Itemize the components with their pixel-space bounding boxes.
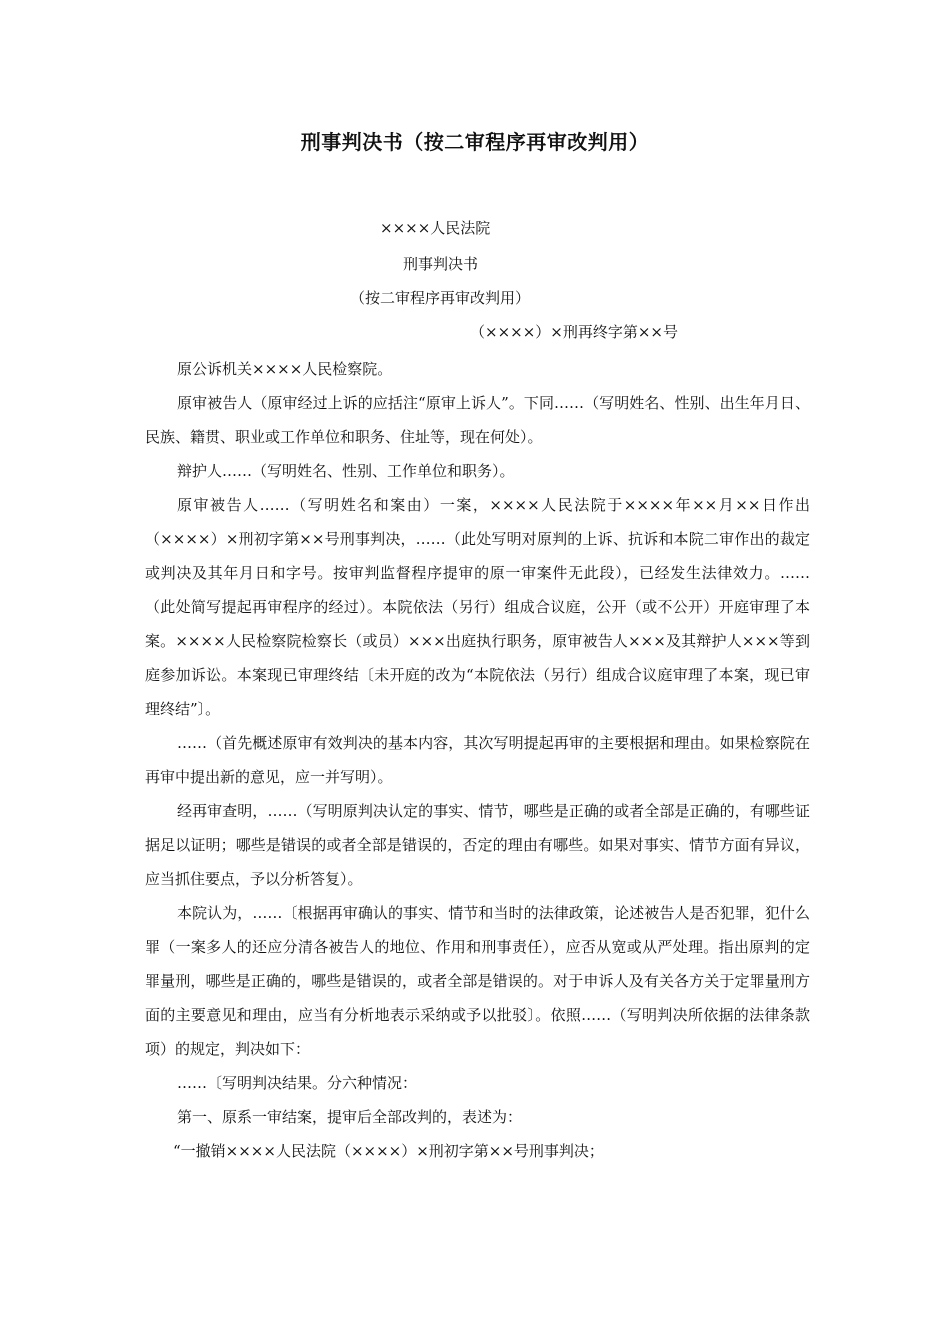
- paragraph-defense-counsel: 辩护人……（写明姓名、性别、工作单位和职务）。: [177, 462, 515, 480]
- paragraph-findings: 经再审查明，……（写明原判决认定的事实、情节，哪些是正确的或者全部是正确的，有哪些证据足以证明；哪些是错误的或者全部是错误的，否定的理由有哪些。如果对事实、情节方面有异议，应当抓住要点，予以分析答复）。: [145, 802, 810, 888]
- paragraph-case-history: 原审被告人……（写明姓名和案由）一案，××××人民法院于××××年××月××日作出（××××）×刑初字第××号刑事判决，……（此处写明对原判的上诉、抗诉和本院二审作出的裁定或判决及其年月日和字号。按审判监督程序提审的原一审案件无此段），已经发生法律效力。……（此处简写提起再审程序的经过）。本院依法（另行）组成合议庭，公开（或不公开）开庭审理了本案。××××人民检察院检察长（或员）×××出庭执行职务，原审被告人×××及其辩护人×××等到庭参加诉讼。本案现已审理终结〔未开庭的改为“本院依法（另行）组成合议庭审理了本案，现已审理终结”〕。: [145, 496, 810, 718]
- paragraph-revoke-judgment: “一撤销××××人民法院（××××）×刑初字第××号刑事判决；: [173, 1142, 604, 1160]
- paragraph-judgment-intro: ……〔写明判决结果。分六种情况：: [177, 1074, 418, 1092]
- document-body: [145, 352, 810, 1168]
- paragraph-retrial-basis: ……（首先概述原审有效判决的基本内容，其次写明提起再审的主要根据和理由。如果检察院在再审中提出新的意见，应一并写明）。: [145, 734, 810, 786]
- paragraph-prosecutor: 原公诉机关××××人民检察院。: [177, 360, 393, 378]
- paragraph-defendant: 原审被告人（原审经过上诉的应括注“原审上诉人”。下同……（写明姓名、性别、出生年月日、民族、籍贯、职业或工作单位和职务、住址等，现在何处）。: [145, 394, 810, 446]
- case-number: （××××）×刑再终字第××号: [470, 323, 678, 341]
- document-title: 刑事判决书（按二审程序再审改判用）: [300, 130, 650, 154]
- document-type: 刑事判决书: [403, 255, 479, 273]
- paragraph-court-opinion: 本院认为，……〔根据再审确认的事实、情节和当时的法律政策，论述被告人是否犯罪，犯什么罪（一案多人的还应分清各被告人的地位、作用和刑事责任），应否从宽或从严处理。指出原判的定罪量刑，哪些是正确的，哪些是错误的，或者全部是错误的。对于申诉人及有关各方关于定罪量刑方面的主要意见和理由，应当有分析地表示采纳或予以批驳〕。依照……（写明判决所依据的法律条款项）的规定，判决如下：: [145, 904, 810, 1058]
- document-subtype: （按二审程序再审改判用）: [350, 289, 531, 307]
- paragraph-case-one: 第一、原系一审结案，提审后全部改判的，表述为：: [177, 1108, 523, 1126]
- court-name: ××××人民法院: [380, 219, 491, 237]
